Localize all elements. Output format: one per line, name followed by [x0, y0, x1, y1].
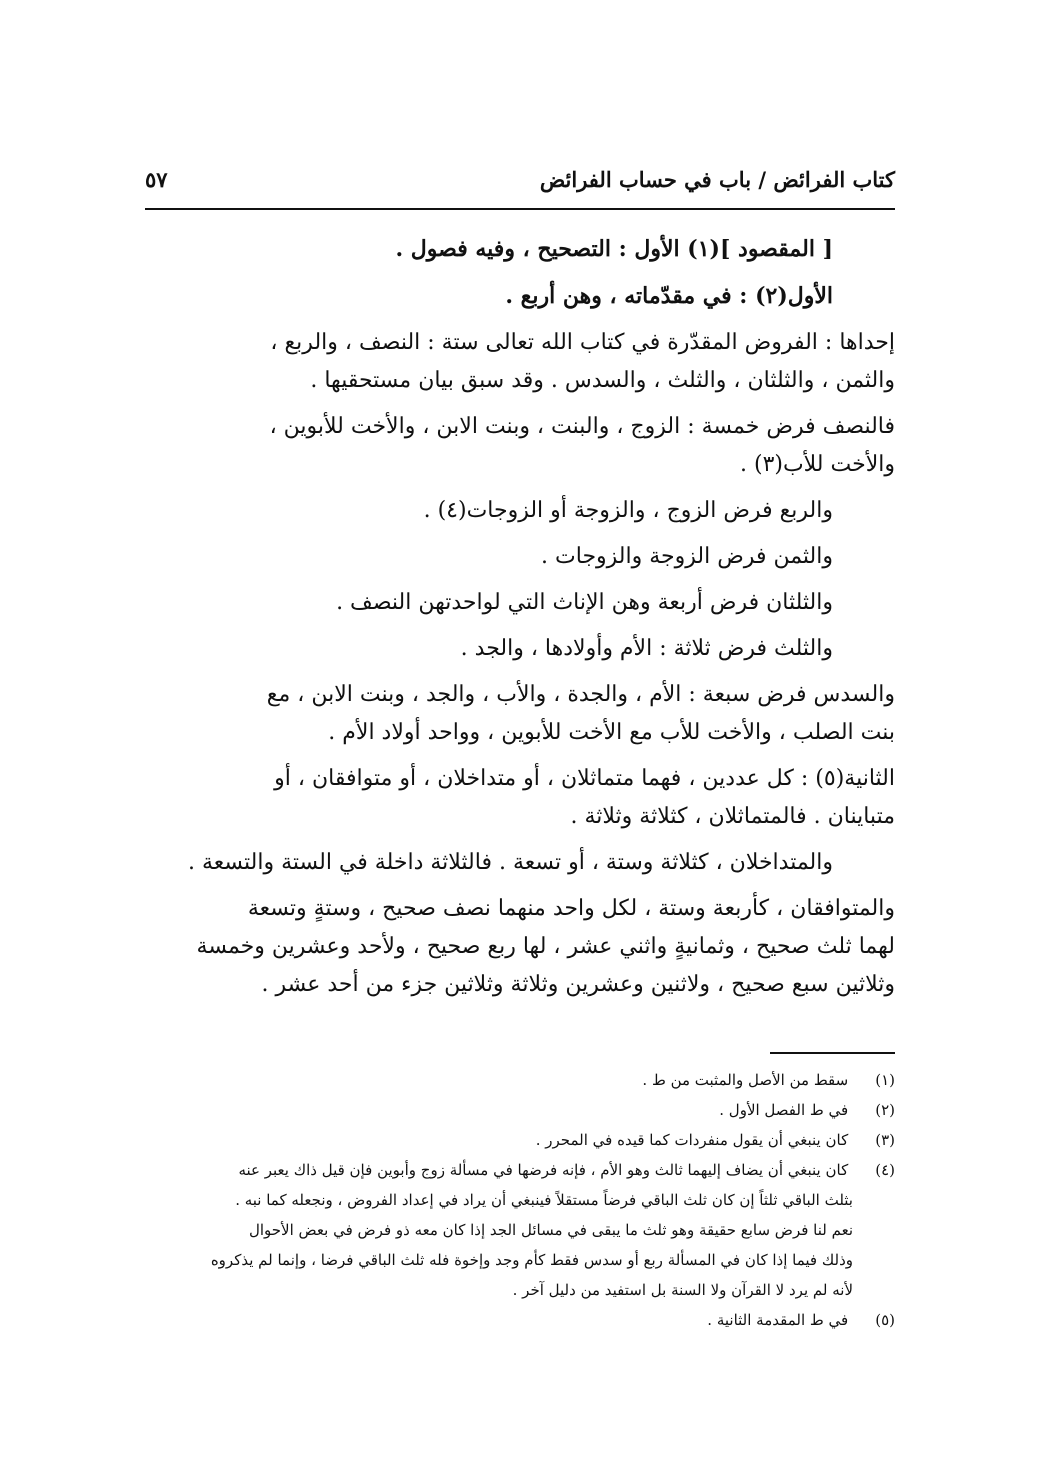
paragraph-line: والسدس فرض سبعة : الأم ، والجدة ، والأب ، والجد ، وبنت الابن ، مع — [266, 682, 895, 707]
paragraph-half — [145, 408, 895, 484]
paragraph-line: والمتوافقان ، كأربعة وستة ، لكل واحد منهما نصف صحيح ، وستةٍ وتسعة — [247, 896, 895, 921]
paragraph-line: وثلاثين سبع صحيح ، ولاثنين وعشرين وثلاثة وثلاثين جزء من أحد عشر . — [261, 972, 895, 997]
paragraph-agreeing — [145, 890, 895, 1004]
paragraph-fixed-shares — [145, 324, 895, 400]
footnote-text: في ط الفصل الأول . — [719, 1101, 849, 1119]
paragraph-line: والثمن ، والثلثان ، والثلث ، والسدس . وقد سبق بيان مستحقيها . — [310, 368, 895, 393]
section-heading — [145, 230, 895, 269]
footnote-number: (٣) — [875, 1131, 895, 1149]
chapter-heading — [145, 277, 895, 316]
paragraph-interleaving: والمتداخلان ، كثلاثة وستة ، أو تسعة . فالثلاثة داخلة في الستة والتسعة . — [187, 850, 833, 875]
header-title: كتاب الفرائض / باب في حساب الفرائض — [539, 167, 895, 192]
paragraph-eighth: والثمن فرض الزوجة والزوجات . — [541, 544, 833, 569]
footnote-text: كان ينبغي أن يقول منفردات كما قيده في المحرر . — [535, 1131, 849, 1149]
footnote-text: كان ينبغي أن يضاف إليهما ثالث وهو الأم ، فإنه فرضها في مسألة زوج وأبوين فإن قيل ذاك يعبر عنه — [238, 1161, 849, 1179]
paragraph-sixth — [145, 676, 895, 752]
paragraph-two-thirds: والثلثان فرض أربعة وهن الإناث التي لواحدتهن النصف . — [336, 590, 833, 615]
footnote-rule — [770, 1052, 895, 1054]
footnote-text: في ط المقدمة الثانية . — [707, 1311, 849, 1329]
paragraph-line: بنت الصلب ، والأخت للأب مع الأخت للأبوين ، وواحد أولاد الأم . — [328, 720, 895, 745]
footnote-continuation: نعم لنا فرض سابع حقيقة وهو ثلث ما يبقى في مسائل الجد إذا كان معه ذو فرض في بعض الأحوال — [248, 1221, 853, 1239]
section-heading-text: [ المقصود ](١) الأول : التصحيح ، وفيه فصول . — [395, 236, 833, 262]
footnote-item — [145, 1125, 895, 1155]
paragraph-line: لهما ثلث صحيح ، وثمانيةٍ واثني عشر ، لها ربع صحيح ، ولأحد وعشرين وخمسة — [196, 934, 895, 959]
running-header — [145, 160, 895, 204]
footnote-number: (٥) — [875, 1311, 895, 1329]
page-number: ٥٧ — [145, 167, 168, 192]
footnotes — [145, 1065, 895, 1335]
paragraph-line: إحداها : الفروض المقدّرة في كتاب الله تعالى ستة : النصف ، والربع ، — [270, 330, 895, 355]
paragraph-quarter: والربع فرض الزوج ، والزوجة أو الزوجات(٤) . — [423, 498, 833, 523]
paragraph-line: فالنصف فرض خمسة : الزوج ، والبنت ، وبنت الابن ، والأخت للأبوين ، — [269, 414, 895, 439]
footnote-item — [145, 1095, 895, 1125]
paragraph-third: والثلث فرض ثلاثة : الأم وأولادها ، والجد . — [460, 636, 833, 661]
paragraph-line: والأخت للأب(٣) . — [739, 452, 895, 477]
paragraph-numbers — [145, 760, 895, 836]
main-text — [145, 230, 895, 1012]
paragraph-line: متباينان . فالمتماثلان ، كثلاثة وثلاثة . — [570, 804, 895, 829]
footnote-number: (٤) — [875, 1161, 895, 1179]
footnote-item — [145, 1065, 895, 1095]
footnote-continuation: وذلك فيما إذا كان في المسألة ربع أو سدس فقط كأم وجد وإخوة فله ثلث الباقي فرضا ، وإنما لم يذكروه — [210, 1251, 853, 1269]
footnote-continuation: لأنه لم يرد لا القرآن ولا السنة بل استفيد من دليل آخر . — [512, 1281, 853, 1299]
chapter-heading-text: الأول(٢) : في مقدّماته ، وهن أربع . — [505, 283, 833, 309]
footnote-item — [145, 1155, 895, 1305]
footnote-number: (٢) — [875, 1101, 895, 1119]
footnote-number: (١) — [875, 1071, 895, 1089]
header-rule — [145, 208, 895, 210]
paragraph-line: الثانية(٥) : كل عددين ، فهما متماثلان ، أو متداخلان ، أو متوافقان ، أو — [274, 766, 895, 791]
footnote-item — [145, 1305, 895, 1335]
footnote-continuation: بثلث الباقي ثلثاً إن كان ثلث الباقي فرضاً مستقلاً فينبغي أن يراد في إعداد الفروض ، ونجعله كما نبه . — [235, 1191, 853, 1209]
footnote-text: سقط من الأصل والمثبت من ط . — [642, 1071, 849, 1089]
